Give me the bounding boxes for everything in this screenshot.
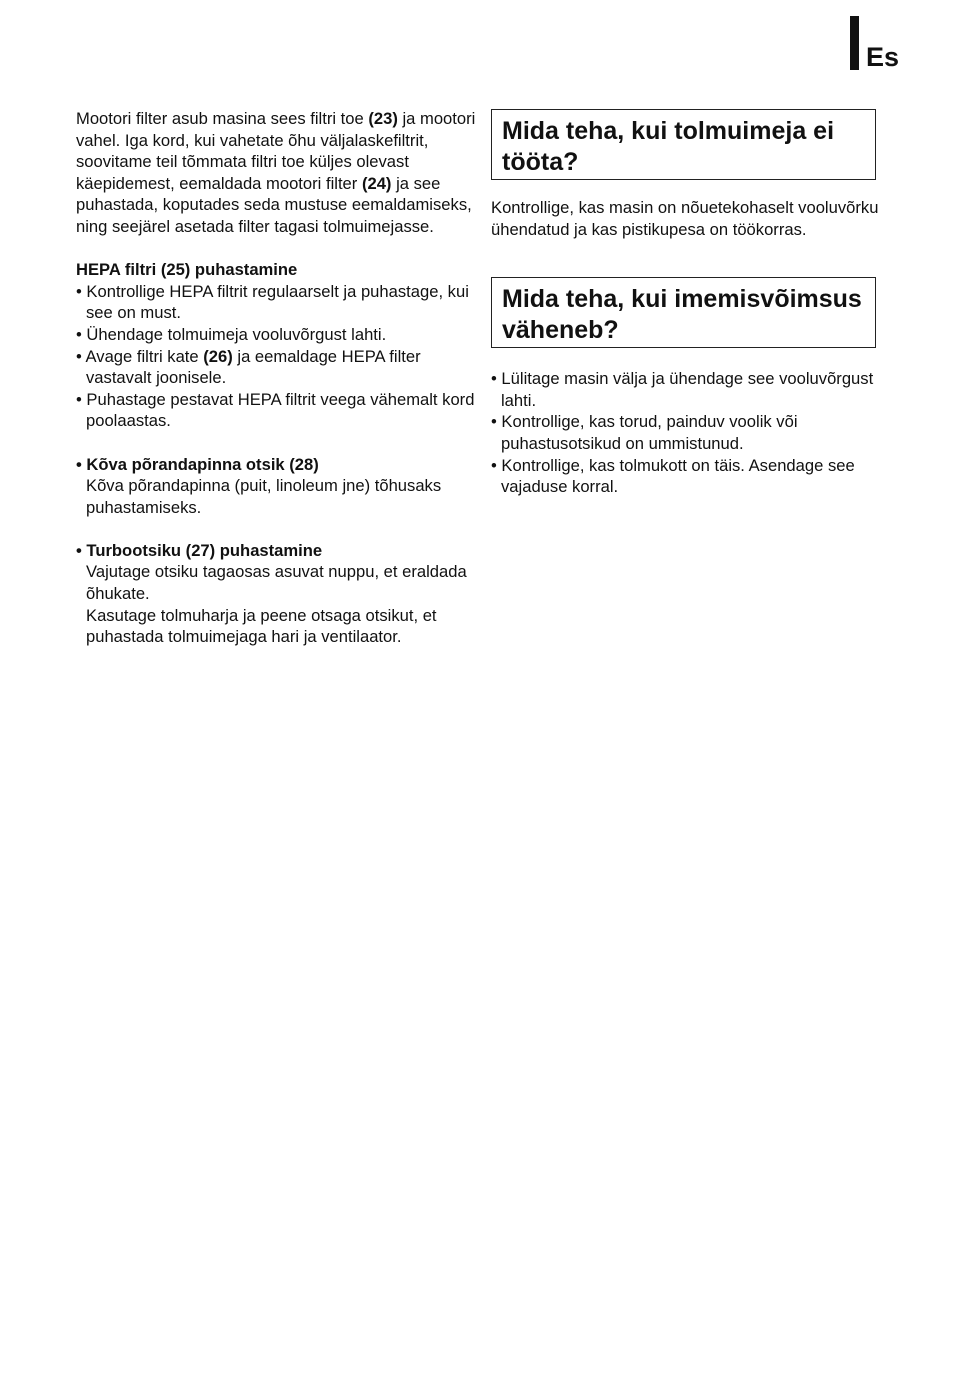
bold-reference: (24): [361, 173, 392, 193]
left-column: [76, 108, 476, 648]
hepa-item: [76, 281, 476, 324]
not-working-title-box: Mida teha, kui tolmuimeja ei tööta?: [491, 109, 876, 180]
hepa-item: [76, 346, 476, 389]
suction-title-box: Mida teha, kui imemisvõimsus väheneb?: [491, 277, 876, 348]
text-run: • Avage filtri kate: [76, 346, 204, 366]
motor-filter-paragraph: [76, 108, 476, 238]
text-run: ja eemaldage HEPA filter vastavalt joonisele.: [86, 346, 421, 388]
hepa-item: [76, 389, 476, 432]
suction-item: • Kontrollige, kas torud, painduv voolik või puhastusotsikud on ummistunud.: [491, 412, 798, 453]
hepa-heading: HEPA filtri (25) puhastamine: [76, 260, 298, 280]
language-marker-bar: [850, 16, 859, 70]
right-column: [491, 109, 891, 498]
text-run: ja see puhastada, koputades seda mustuse eemaldamiseks, ning seejärel asetada filter tagasi tolmuimejasse.: [76, 173, 472, 236]
turbo-text-2: Kasutage tolmuharja ja peene otsaga otsikut, et puhastada tolmuimejaga hari ja ventilaator.: [86, 605, 437, 647]
hard-floor-text: Kõva põrandapinna (puit, linoleum jne) tõhusaks puhastamiseks.: [86, 476, 442, 517]
turbo-text-1: Vajutage otsiku tagaosas asuvat nuppu, et eraldada õhukate.: [86, 562, 467, 604]
bold-reference: (23): [368, 109, 398, 128]
suction-item: • Lülitage masin välja ja ühendage see vooluvõrgust lahti.: [491, 369, 874, 410]
not-working-text: Kontrollige, kas masin on nõuetekohaselt vooluvõrku ühendatud ja kas pistikupesa on töökorras.: [491, 198, 879, 239]
text-run: • Puhastage pestavat HEPA filtrit veega vähemalt kord poolaastas.: [76, 389, 475, 431]
language-code: Es: [866, 42, 900, 72]
text-run: • Ühendage tolmuimeja vooluvõrgust lahti.: [76, 324, 387, 344]
text-run: Mootori filter asub masina sees filtri toe: [76, 109, 369, 128]
text-run: ja mootori vahel. Iga kord, kui vahetate õhu väljalaskefiltrit, soovitame teil tõmmata filtri toe küljes olevast käepidemest, eemaldada mootori filter: [76, 109, 476, 193]
hepa-item: [76, 324, 476, 346]
turbo-heading: • Turbootsiku (27) puhastamine: [76, 540, 323, 560]
text-run: • Kontrollige HEPA filtrit regulaarselt ja puhastage, kui see on must.: [76, 281, 469, 323]
bold-reference: (26): [203, 346, 233, 366]
hard-floor-heading: • Kõva põrandapinna otsik (28): [76, 454, 319, 474]
suction-item: • Kontrollige, kas tolmukott on täis. Asendage see vajaduse korral.: [491, 455, 855, 497]
